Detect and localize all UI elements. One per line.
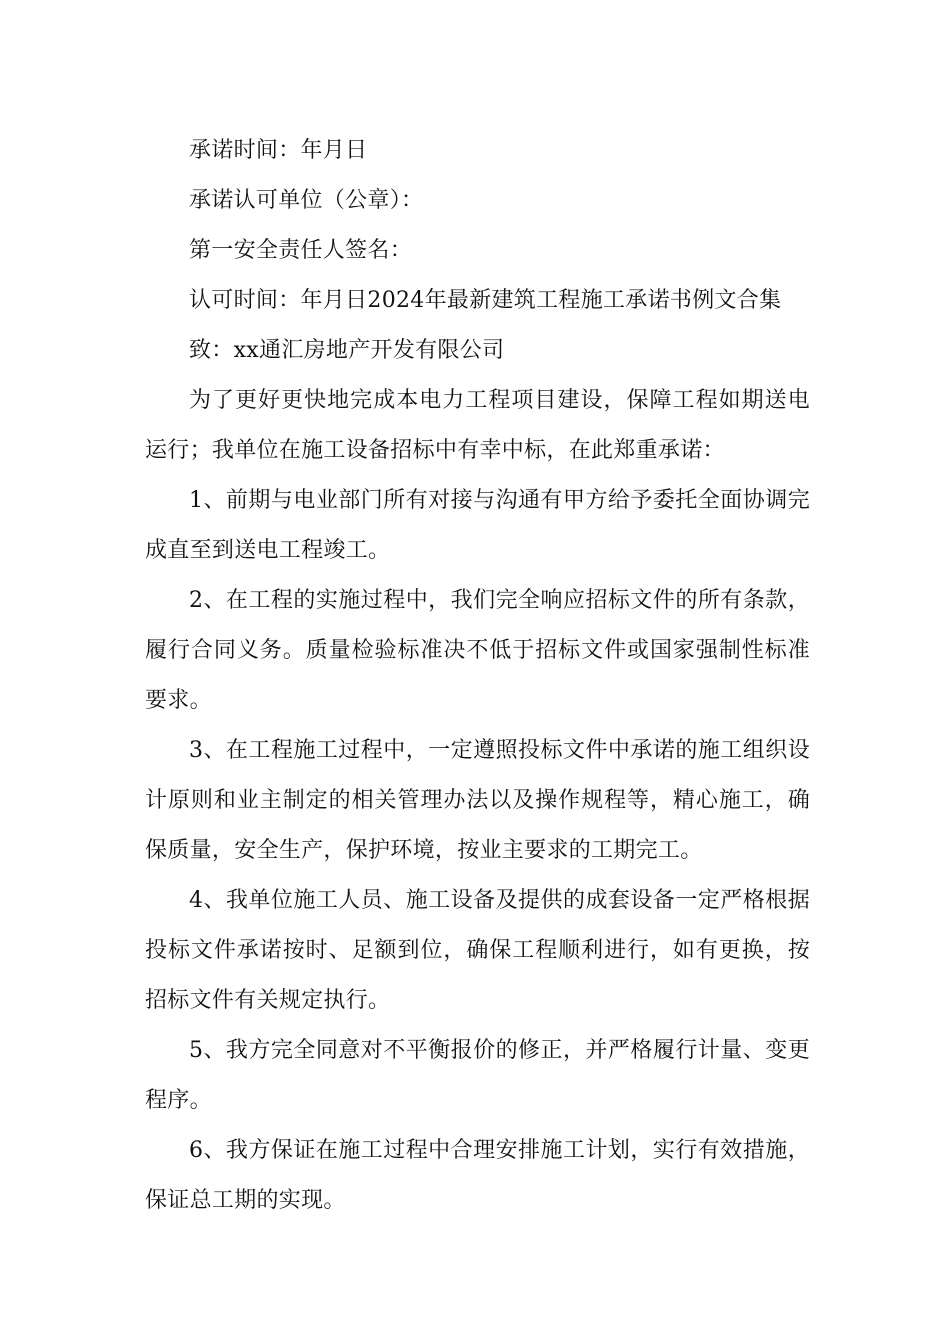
commitment-item-2: 2、在工程的实施过程中，我们完全响应招标文件的所有条款，履行合同义务。质量检验标准决不低于招标文件或国家强制性标准要求。	[145, 588, 810, 713]
document-body	[145, 126, 810, 1226]
commitment-item-1: 1、前期与电业部门所有对接与沟通有甲方给予委托全面协调完成直至到送电工程竣工。	[145, 488, 810, 563]
commitment-date-line: 承诺时间：年月日	[189, 138, 368, 163]
commitment-item-5: 5、我方完全同意对不平衡报价的修正，并严格履行计量、变更程序。	[145, 1038, 810, 1113]
approval-date-title-line: 认可时间：年月日2024年最新建筑工程施工承诺书例文合集	[189, 288, 782, 313]
commitment-item-3: 3、在工程施工过程中，一定遵照投标文件中承诺的施工组织设计原则和业主制定的相关管理办法以及操作规程等，精心施工，确保质量，安全生产，保护环境，按业主要求的工期完工。	[145, 738, 810, 863]
commitment-item-6: 6、我方保证在施工过程中合理安排施工计划，实行有效措施，保证总工期的实现。	[145, 1138, 810, 1213]
approving-unit-seal-line: 承诺认可单位（公章）：	[189, 188, 424, 213]
safety-officer-signature-line: 第一安全责任人签名：	[189, 238, 413, 263]
addressee-line: 致：xx通汇房地产开发有限公司	[189, 338, 505, 363]
intro-paragraph: 为了更好更快地完成本电力工程项目建设，保障工程如期送电运行；我单位在施工设备招标中有幸中标，在此郑重承诺：	[145, 388, 810, 463]
commitment-item-4: 4、我单位施工人员、施工设备及提供的成套设备一定严格根据投标文件承诺按时、足额到位，确保工程顺利进行，如有更换，按招标文件有关规定执行。	[145, 888, 810, 1013]
